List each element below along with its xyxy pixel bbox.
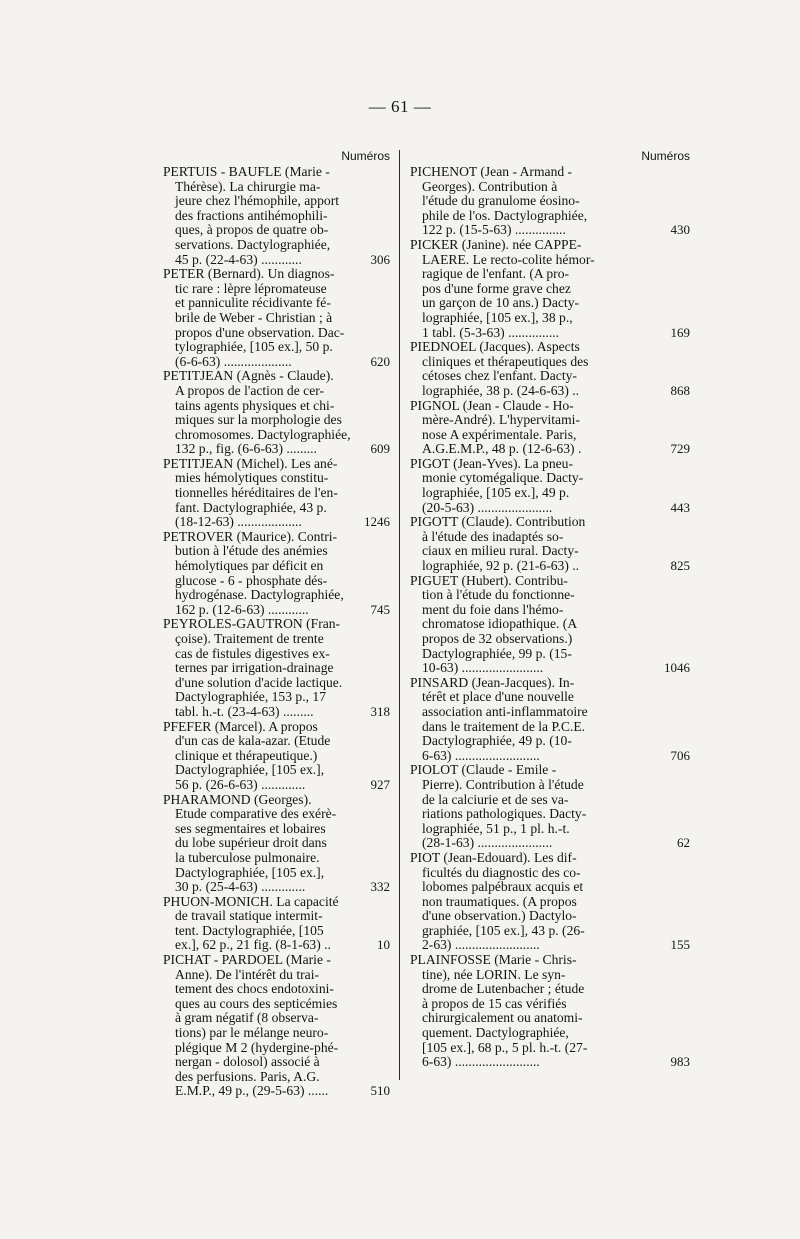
bibliography-entry — [163, 720, 390, 793]
bibliography-entry — [163, 617, 390, 719]
entry-line: clinique et thérapeutique.) — [175, 748, 318, 763]
entry-line: 6-63) ......................... — [422, 748, 540, 763]
entry-line: Dactylographiée, [105 ex.], — [175, 763, 325, 778]
entry-line: lographiée, 92 p. (21-6-63) .. — [422, 559, 580, 574]
entry-line: PLAINFOSSE (Marie - Chris- — [410, 953, 577, 968]
bibliography-entry — [410, 676, 690, 764]
bibliography-entry — [163, 457, 390, 530]
entry-line: tylographiée, [105 ex.], 50 p. — [175, 340, 333, 355]
entry-line: térêt et place d'une nouvelle — [422, 690, 574, 705]
entry-line: un garçon de 10 ans.) Dacty- — [422, 296, 580, 311]
entry-line: tine), née LORIN. Le syn- — [422, 967, 566, 982]
entry-line: graphiée, [105 ex.], 43 p. (26- — [422, 923, 585, 938]
entry-line: 45 p. (22-4-63) ............ — [175, 252, 302, 267]
entry-line: mère-André). L'hypervitami- — [422, 413, 580, 428]
right-column-header: Numéros — [641, 149, 690, 163]
bibliography-entry — [410, 515, 690, 573]
entry-number: 983 — [670, 1054, 690, 1070]
entry-line: PIOT (Jean-Edouard). Les dif- — [410, 850, 577, 865]
entry-number: 510 — [370, 1083, 390, 1099]
entry-line: pos d'une forme grave chez — [422, 281, 571, 296]
column-divider — [399, 150, 400, 1080]
entry-line: lobomes palpébraux acquis et — [422, 880, 584, 895]
entry-line: Dactylographiée, 153 p., 17 — [175, 690, 326, 705]
entry-line: PIOLOT (Claude - Emile - — [410, 763, 557, 778]
entry-line: glucose - 6 - phosphate dés- — [175, 573, 328, 588]
entry-number: 620 — [370, 353, 390, 369]
right-entries — [410, 165, 690, 1070]
entry-line: lographiée, [105 ex.], 38 p., — [422, 310, 573, 325]
entry-line: tions) par le mélange neuro- — [175, 1026, 329, 1041]
bibliography-entry — [163, 165, 390, 267]
entry-line: PIEDNOEL (Jacques). Aspects — [410, 340, 580, 355]
entry-number: 332 — [370, 879, 390, 895]
left-column — [163, 148, 390, 1099]
bibliography-entry — [163, 267, 390, 369]
entry-line: PINSARD (Jean-Jacques). In- — [410, 675, 575, 690]
entry-number: 706 — [670, 747, 690, 763]
entry-line: PETITJEAN (Michel). Les ané- — [163, 456, 338, 471]
entry-line: nergan - dolosol) associé à — [175, 1055, 320, 1070]
entry-line: lographiée, [105 ex.], 49 p. — [422, 486, 570, 501]
entry-line: plégique M 2 (hydergine-phé- — [175, 1040, 339, 1055]
entry-line: phile de l'os. Dactylographiée, — [422, 208, 588, 223]
entry-line: cliniques et thérapeutiques des — [422, 354, 589, 369]
entry-line: des fractions antihémophili- — [175, 208, 328, 223]
entry-line: A propos de l'action de cer- — [175, 383, 325, 398]
bibliography-entry — [163, 369, 390, 457]
bibliography-entry — [163, 793, 390, 895]
entry-line: d'une solution d'acide lactique. — [175, 675, 343, 690]
bibliography-entry — [163, 953, 390, 1099]
entry-line: E.M.P., 49 p., (29-5-63) ...... — [175, 1084, 329, 1099]
entry-line: hémolytiques par déficit en — [175, 559, 324, 574]
entry-line: tabl. h.-t. (23-4-63) ......... — [175, 704, 314, 719]
entry-line: la tuberculose pulmonaire. — [175, 850, 320, 865]
entry-line: fant. Dactylographiée, 43 p. — [175, 500, 327, 515]
entry-line: PICKER (Janine). née CAPPE- — [410, 237, 582, 252]
entry-line: Thérèse). La chirurgie ma- — [175, 179, 321, 194]
entry-line: PIGOTT (Claude). Contribution — [410, 515, 586, 530]
entry-number: 868 — [670, 382, 690, 398]
entry-line: Dactylographiée, 49 p. (10- — [422, 734, 572, 749]
page-number: — 61 — — [368, 97, 432, 116]
entry-line: bution à l'étude des anémies — [175, 544, 328, 559]
entry-line: riations pathologiques. Dacty- — [422, 807, 587, 822]
entry-line: 10-63) ........................ — [422, 661, 544, 676]
entry-line: 122 p. (15-5-63) ............... — [422, 223, 566, 238]
entry-line: [105 ex.], 68 p., 5 pl. h.-t. (27- — [422, 1040, 588, 1055]
entry-line: PIGOT (Jean-Yves). La pneu- — [410, 456, 573, 471]
entry-line: ficultés du diagnostic des co- — [422, 865, 581, 880]
entry-line: d'une observation.) Dactylo- — [422, 909, 577, 924]
entry-number: 443 — [670, 499, 690, 515]
entry-line: chromosomes. Dactylographiée, — [175, 427, 351, 442]
entry-line: propos de 32 observations.) — [422, 632, 573, 646]
entry-line: à propos de 15 cas vérifiés — [422, 996, 567, 1011]
entry-line: brile de Weber - Christian ; à — [175, 310, 333, 325]
entry-number: 169 — [670, 324, 690, 340]
entry-line: PIGUET (Hubert). Contribu- — [410, 573, 568, 588]
entry-number: 318 — [370, 703, 390, 719]
entry-line: PIGNOL (Jean - Claude - Ho- — [410, 398, 574, 413]
entry-line: lographiée, 38 p. (24-6-63) .. — [422, 383, 580, 398]
right-column — [410, 148, 690, 1070]
entry-line: drome de Lutenbacher ; étude — [422, 982, 585, 997]
entry-line: PETITJEAN (Agnès - Claude). — [163, 369, 334, 384]
entry-line: Pierre). Contribution à l'étude — [422, 777, 584, 792]
entry-line: ses segmentaires et lobaires — [175, 821, 326, 836]
entry-number: 155 — [670, 937, 690, 953]
entry-line: mies hémolytiques constitu- — [175, 471, 329, 486]
entry-line: cas de fistules digestives ex- — [175, 646, 330, 661]
entry-number: 10 — [377, 937, 390, 953]
entry-line: miques sur la morphologie des — [175, 413, 342, 428]
entry-line: (28-1-63) ...................... — [422, 836, 553, 851]
entry-line: propos d'une observation. Dac- — [175, 325, 345, 340]
bibliography-entry — [163, 895, 390, 953]
entry-line: Georges). Contribution à — [422, 179, 558, 194]
entry-line: ex.], 62 p., 21 fig. (8-1-63) .. — [175, 938, 331, 953]
entry-line: chromatose idiopathique. (A — [422, 617, 578, 632]
entry-line: ciaux en milieu rural. Dacty- — [422, 544, 579, 559]
bibliography-entry — [410, 165, 690, 238]
entry-line: PETER (Bernard). Un diagnos- — [163, 267, 335, 282]
entry-line: 132 p., fig. (6-6-63) ......... — [175, 442, 317, 457]
entry-line: dans le traitement de la P.C.E. — [422, 719, 586, 734]
bibliography-entry — [163, 530, 390, 618]
entry-number: 825 — [670, 558, 690, 574]
entry-line: non traumatiques. (A propos — [422, 894, 577, 909]
entry-line: du lobe supérieur droit dans — [175, 836, 327, 851]
entry-number: 745 — [370, 601, 390, 617]
bibliography-entry — [410, 953, 690, 1070]
entry-line: monie cytomégalique. Dacty- — [422, 471, 584, 486]
entry-line: à gram négatif (8 observa- — [175, 1011, 319, 1026]
entry-line: tionnelles héréditaires de l'en- — [175, 486, 338, 501]
entry-line: 56 p. (26-6-63) ............. — [175, 777, 306, 792]
entry-line: Dactylographiée, 99 p. (15- — [422, 646, 572, 661]
bibliography-entry — [410, 457, 690, 515]
entry-line: (20-5-63) ...................... — [422, 500, 553, 515]
entry-line: lographiée, 51 p., 1 pl. h.-t. — [422, 821, 570, 836]
entry-line: PERTUIS - BAUFLE (Marie - — [163, 165, 330, 179]
entry-number: 729 — [670, 441, 690, 457]
entry-line: ragique de l'enfant. (A pro- — [422, 267, 570, 282]
entry-line: à l'étude des inadaptés so- — [422, 529, 564, 544]
entry-line: ment du foie dans l'hémo- — [422, 602, 564, 617]
entry-line: et panniculite récidivante fé- — [175, 296, 331, 311]
bibliography-entry — [410, 763, 690, 851]
entry-line: d'un cas de kala-azar. (Etude — [175, 734, 331, 749]
entry-line: tic rare : lèpre lépromateuse — [175, 281, 327, 296]
entry-number: 1046 — [664, 660, 690, 676]
entry-line: A.G.E.M.P., 48 p. (12-6-63) . — [422, 442, 582, 457]
entry-line: PHARAMOND (Georges). — [163, 792, 312, 807]
entry-line: ques, à propos de quatre ob- — [175, 223, 329, 238]
entry-line: PFEFER (Marcel). A propos — [163, 719, 318, 734]
entry-line: cétoses chez l'enfant. Dacty- — [422, 369, 577, 384]
entry-line: 162 p. (12-6-63) ............ — [175, 602, 309, 617]
entry-number: 306 — [370, 251, 390, 267]
entry-line: des perfusions. Paris, A.G. — [175, 1069, 320, 1084]
entry-line: l'étude du granulome éosino- — [422, 194, 580, 209]
entry-line: de travail statique intermit- — [175, 909, 323, 924]
bibliography-entry — [410, 238, 690, 340]
entry-line: tement des chocs endotoxini- — [175, 982, 334, 997]
entry-number: 62 — [677, 835, 690, 851]
entry-line: (6-6-63) .................... — [175, 354, 292, 369]
entry-line: Dactylographiée, [105 ex.], — [175, 865, 325, 880]
left-entries — [163, 165, 390, 1099]
entry-number: 609 — [370, 441, 390, 457]
entry-line: 2-63) ......................... — [422, 938, 540, 953]
entry-number: 1246 — [364, 514, 390, 530]
bibliography-entry — [410, 340, 690, 398]
entry-line: PHUON-MONICH. La capacité — [163, 894, 339, 909]
entry-line: hydrogénase. Dactylographiée, — [175, 588, 344, 603]
entry-line: PEYROLES-GAUTRON (Fran- — [163, 617, 341, 632]
bibliography-entry — [410, 399, 690, 457]
entry-line: 6-63) ......................... — [422, 1055, 540, 1070]
entry-line: çoise). Traitement de trente — [175, 632, 324, 646]
entry-line: PICHAT - PARDOEL (Marie - — [163, 953, 331, 968]
entry-line: tent. Dactylographiée, [105 — [175, 923, 324, 938]
entry-line: tion à l'étude du fonctionne- — [422, 588, 575, 603]
entry-line: Anne). De l'intérêt du trai- — [175, 967, 319, 982]
entry-number: 430 — [670, 222, 690, 238]
entry-line: de la calciurie et de ses va- — [422, 792, 569, 807]
bibliography-entry — [410, 574, 690, 676]
entry-number: 927 — [370, 776, 390, 792]
entry-line: chirurgicalement ou anatomi- — [422, 1011, 583, 1026]
entry-line: PICHENOT (Jean - Armand - — [410, 165, 573, 179]
entry-line: nose A expérimentale. Paris, — [422, 427, 577, 442]
entry-line: (18-12-63) ................... — [175, 515, 302, 530]
entry-line: 1 tabl. (5-3-63) ............... — [422, 325, 560, 340]
bibliography-entry — [410, 851, 690, 953]
entry-line: ques au cours des septicémies — [175, 996, 338, 1011]
entry-line: ternes par irrigation-drainage — [175, 661, 334, 676]
left-column-header: Numéros — [341, 149, 390, 163]
entry-line: servations. Dactylographiée, — [175, 237, 331, 252]
entry-line: jeure chez l'hémophile, apport — [175, 194, 339, 209]
entry-line: Etude comparative des exérè- — [175, 807, 337, 822]
entry-line: LAERE. Le recto-colite hémor- — [422, 252, 595, 267]
entry-line: 30 p. (25-4-63) ............. — [175, 880, 306, 895]
entry-line: quement. Dactylographiée, — [422, 1026, 569, 1041]
entry-line: tains agents physiques et chi- — [175, 398, 335, 413]
entry-line: PETROVER (Maurice). Contri- — [163, 529, 338, 544]
entry-line: association anti-inflammatoire — [422, 704, 588, 719]
